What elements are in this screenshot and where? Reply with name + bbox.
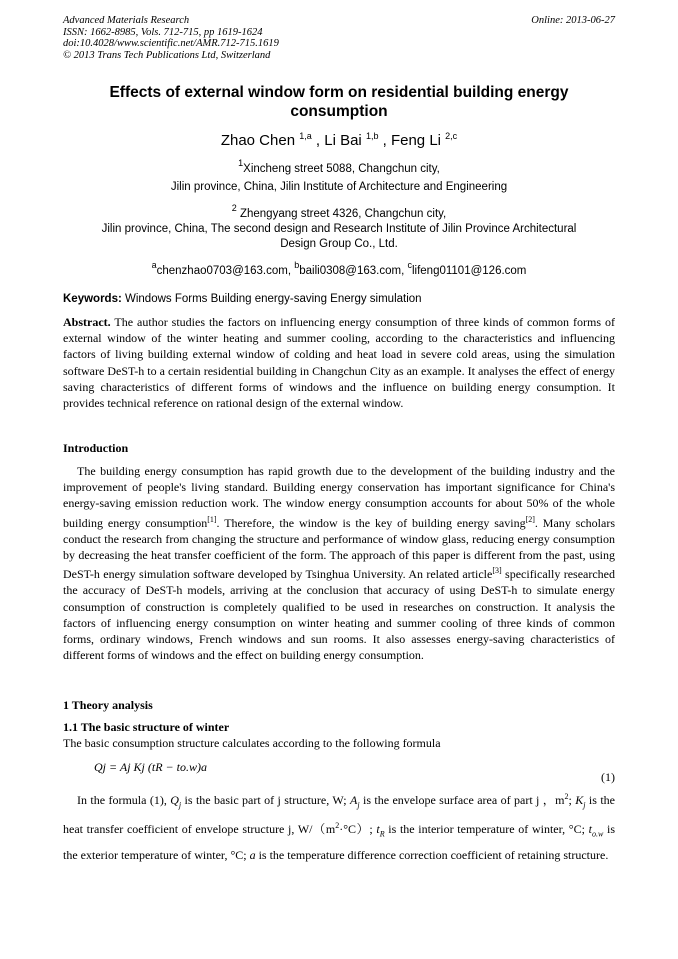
affiliation-line-1 (63, 156, 615, 177)
aff-text-1: Xincheng street 5088, Changchun city, (243, 163, 440, 175)
equation-1: Qj = Aj Kj (tR − to.w)a (94, 760, 207, 774)
affiliation-line-5: Design Group Co., Ltd. (280, 238, 398, 250)
explain-8: is the exterior temperature of winter, °C; (63, 822, 615, 862)
email-3: lifeng01101@126.com (411, 265, 527, 277)
author-list (63, 131, 615, 149)
email-sup-b: b (294, 260, 300, 270)
section-1-heading: 1 Theory analysis (63, 698, 153, 712)
keywords-label: Keywords: (63, 293, 122, 305)
author-1-sup: 1,a (299, 131, 312, 141)
author-3: , Feng Li (378, 132, 446, 149)
aff-text-3: Zhengyang street 4326, Changchun city, (236, 208, 447, 220)
explain-5: is the heat transfer coefficient of envelope structure j, W/（m (63, 793, 615, 837)
abstract-label: Abstract. (63, 315, 111, 329)
online-date: Online: 2013-06-27 (531, 15, 615, 26)
var-Aj: $A_j$ (350, 793, 360, 810)
email-line (63, 258, 615, 279)
explain-9: is the temperature difference correction coefficient of retaining structure. (255, 847, 609, 862)
explain-2: is the basic part of j structure, W; (181, 793, 351, 807)
journal-header (63, 15, 279, 61)
var-Kj: $K_j$ (575, 793, 586, 810)
author-3-sup: 2,c (445, 131, 458, 141)
formula-explanation: In the formula (1), $Q_j$ is the basic part of j structure, W; $A_j$ is the envelope surface area of part j ，$m^2$; $K_j$ is the heat transfer coefficient of envelope structure j, $W/(m^2\cdot^\circ C)$; $t_R$ is the interior temperature of winter, °C; $t_{o.w}$ is the exterior temperature of winter, °C; a is the temperature difference correction coefficient of retaining structure. (63, 792, 615, 862)
intro-text-2: . Therefore, the window is the key of building energy saving (216, 515, 526, 530)
affiliation-line-2: Jilin province, China, Jilin Institute of Architecture and Engineering (170, 181, 508, 193)
issn-line: ISSN: 1662-8985, Vols. 712-715, pp 1619-1624 (63, 26, 263, 38)
section-1-1-heading: 1.1 The basic structure of winter (63, 720, 230, 734)
title-line-2: consumption (290, 103, 388, 120)
section-1-1-text: The basic consumption structure calculates according to the following formula (63, 736, 441, 750)
equation-number: (1) (601, 770, 615, 784)
abstract (63, 314, 615, 411)
affiliation-line-3 (63, 201, 615, 222)
explain-6: ·°C）; (339, 822, 377, 837)
explain-4: ; (568, 793, 576, 807)
introduction-heading: Introduction (63, 441, 129, 455)
author-2-sup: 1,b (365, 131, 379, 141)
author-1: Zhao Chen (220, 132, 300, 149)
introduction-paragraph (63, 463, 615, 663)
journal-name: Advanced Materials Research (63, 15, 190, 26)
citation-1: [1] (207, 514, 217, 524)
var-a: a (249, 847, 256, 862)
keywords-text: Windows Forms Building energy-saving Energy simulation (121, 293, 422, 305)
copyright-line: © 2013 Trans Tech Publications Ltd, Switzerland (63, 49, 271, 61)
aff-sup-2: 2 (231, 203, 237, 213)
email-1: chenzhao0703@163.com, (156, 265, 295, 277)
author-2: , Li Bai (311, 132, 366, 149)
citation-3: [3] (492, 566, 502, 576)
title-line-1: Effects of external window form on residential building energy (109, 84, 569, 101)
abstract-text: The author studies the factors on influencing energy consumption of three kinds of common forms of external window of the winter heating and summer cooling, according to the characteristics and influencing factors of living building external window of colding and heat load in severe cold areas, using the simulation software DeST-h to a certain residential building in Changchun City as an example. It analyses the effect of energy saving characteristics of different forms of windows and the influence on building energy consumption. It provides technical reference on rational design of the external window. (63, 315, 615, 411)
doi-line: doi:10.4028/www.scientific.net/AMR.712-715.1619 (63, 38, 279, 49)
explain-3: is the envelope surface area of part j ，m (359, 793, 565, 807)
explain-1: In the formula (1), (77, 793, 171, 807)
var-Qj: $Q_j$ (170, 793, 182, 810)
email-2: baili0308@163.com, (299, 265, 408, 277)
email-sup-c: c (407, 260, 412, 270)
affiliation-line-4: Jilin province, China, The second design and Research Institute of Jilin Province Architectural (101, 223, 577, 235)
intro-text-1: The building energy consumption has rapid growth due to the development of the building industry and the improvement of people's living standard. Building energy conservation has important significance for China's energy-saving emission reduction work. The window energy consumption accounts for about 50% of the whole building energy consumption (63, 464, 615, 530)
citation-2: [2] (525, 514, 535, 524)
email-sup-a: a (151, 260, 157, 270)
intro-text-4: specifically researched the accuracy of DeST-h models, arriving at the conclusion that accuracy of using DeST-h to simulate energy consumption of construction is completely qualified to be used in researches on construction. It analysis the factors of influencing energy consumption on winter heating and summer cooling of three kinds of common forms, ordinary windows, French windows and sun rooms. It also assesses energy-saving characteristics of different forms of windows and the effect on building energy consumption. (63, 567, 615, 663)
var-tow: $t_{o.w}$ (588, 822, 604, 839)
aff-sup-1: 1 (238, 158, 244, 168)
paper-title (63, 83, 615, 121)
var-tR: $t_R$ (376, 822, 385, 839)
explain-7: is the interior temperature of winter, °C; (384, 822, 589, 837)
intro-text-3: . Many scholars conduct the research from changing the structure and performance of window glass, reducing energy consumption by decreasing the heat transfer coefficient of the form. The approach of this paper is different from the past, using DeST-h energy simulation software developed by Tsinghua University. An related article (63, 515, 615, 582)
keywords (63, 293, 422, 305)
